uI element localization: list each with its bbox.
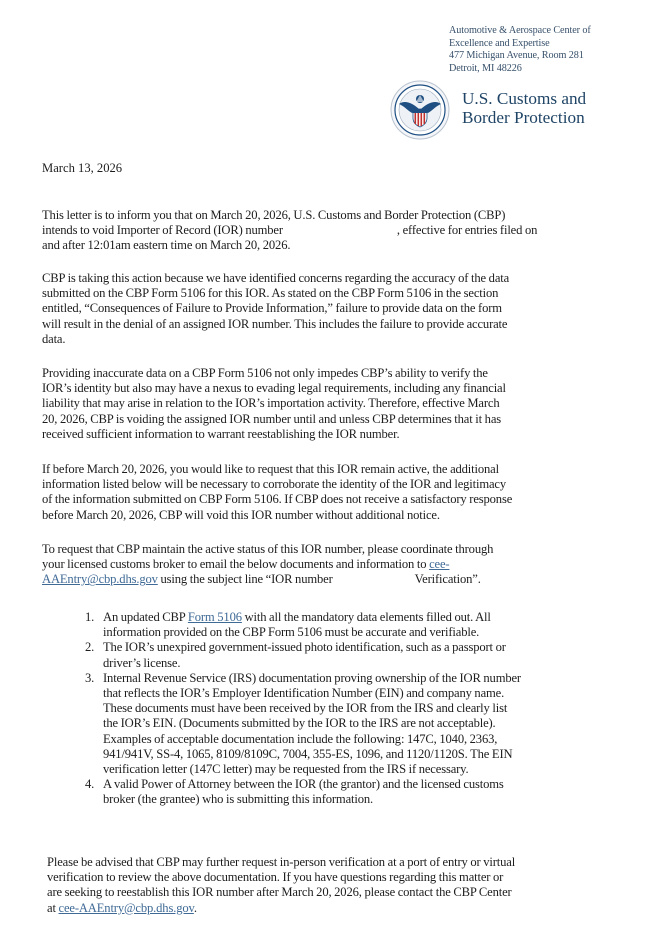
text-line: will result in the denial of an assigned IOR number. This includes the failure to provide accurate bbox=[42, 316, 508, 331]
text-line: liability that may arise in relation to the IOR’s importation activity. Therefore, effective March bbox=[42, 396, 500, 411]
text-line bbox=[42, 572, 607, 587]
paragraph-reason bbox=[42, 271, 607, 347]
text-line: Internal Revenue Service (IRS) documentation proving ownership of the IOR number bbox=[103, 670, 521, 685]
text-line: before March 20, 2026, CBP will void this IOR number without additional notice. bbox=[42, 507, 440, 522]
agency-name bbox=[462, 90, 586, 127]
list-number: 1. bbox=[85, 610, 95, 624]
address-line: Automotive & Aerospace Center of bbox=[449, 25, 591, 36]
text-line: To request that CBP maintain the active status of this IOR number, please coordinate through bbox=[42, 542, 494, 556]
text-line: received sufficient information to warrant reestablishing the IOR number. bbox=[42, 426, 400, 441]
list-number: 3. bbox=[85, 670, 95, 685]
text-line: driver’s license. bbox=[103, 655, 181, 670]
text-line: broker (the grantee) who is submitting this information. bbox=[103, 792, 374, 807]
text-line: Examples of acceptable documentation include the following: 147C, 1040, 2363, bbox=[103, 731, 498, 746]
text-segment: at bbox=[47, 900, 59, 915]
requirements-list bbox=[85, 610, 625, 808]
text-line: verification letter (147C letter) may be requested from the IRS if necessary. bbox=[103, 762, 469, 777]
text-line: are seeking to reestablish this IOR number after March 20, 2026, please contact the CBP Center bbox=[47, 885, 512, 900]
letter-date: March 13, 2026 bbox=[42, 161, 123, 175]
text-line: A valid Power of Attorney between the IOR (the grantor) and the licensed customs bbox=[103, 777, 504, 792]
agency-name-line: U.S. Customs and bbox=[462, 89, 587, 108]
office-address bbox=[449, 25, 591, 75]
list-number: 4. bbox=[85, 777, 95, 792]
text-line bbox=[47, 901, 612, 916]
email-link[interactable]: AAEntry@cbp.dhs.gov bbox=[42, 572, 158, 587]
text-line: data. bbox=[42, 331, 66, 346]
email-link[interactable]: cee- bbox=[429, 557, 450, 572]
text-line bbox=[42, 223, 607, 238]
paragraph-notice bbox=[42, 208, 607, 254]
text-line: 941/941V, SS-4, 1065, 8109/8109C, 7004, 355-ES, 1096, and 1120/1120S. The EIN bbox=[103, 746, 513, 761]
text-line: submitted on the CBP Form 5106 for this IOR. As stated on the CBP Form 5106 in the section bbox=[42, 286, 499, 301]
address-line: Excellence and Expertise bbox=[449, 37, 550, 49]
list-item bbox=[85, 610, 625, 640]
text-line: The IOR’s unexpired government-issued photo identification, such as a passport or bbox=[103, 640, 506, 655]
text-line: the IOR’s EIN. (Documents submitted by the IOR to the IRS are not acceptable). bbox=[103, 716, 496, 731]
list-item bbox=[85, 777, 625, 807]
text-line: CBP is taking this action because we have identified concerns regarding the accuracy of the data bbox=[42, 271, 510, 285]
paragraph-instructions bbox=[42, 542, 607, 588]
list-item bbox=[85, 640, 625, 670]
text-line: This letter is to inform you that on March 20, 2026, U.S. Customs and Border Protection (CBP) bbox=[42, 208, 506, 222]
text-line: that reflects the IOR’s Employer Identification Number (EIN) and company name. bbox=[103, 686, 505, 701]
agency-name-line: Border Protection bbox=[462, 107, 585, 127]
text-line: verification to review the above documentation. If you have questions regarding this matter or bbox=[47, 870, 504, 885]
text-line bbox=[42, 557, 607, 572]
paragraph-closing bbox=[47, 855, 612, 916]
text-line: information provided on the CBP Form 5106 must be accurate and verifiable. bbox=[103, 625, 480, 640]
list-item bbox=[85, 671, 625, 777]
text-segment: with all the mandatory data elements filled out. All bbox=[241, 610, 491, 624]
text-line bbox=[103, 610, 625, 625]
address-line: Detroit, MI 48226 bbox=[449, 62, 522, 74]
address-line: 477 Michigan Avenue, Room 281 bbox=[449, 50, 584, 62]
text-line: Providing inaccurate data on a CBP Form 5106 not only impedes CBP’s ability to verify the bbox=[42, 366, 488, 380]
paragraph-request-info bbox=[42, 462, 607, 523]
text-segment: your licensed customs broker to email the below documents and information to bbox=[42, 557, 430, 572]
text-line: information listed below will be necessary to corroborate the identity of the IOR and legitimacy bbox=[42, 477, 507, 492]
text-segment: Verification”. bbox=[414, 572, 481, 587]
text-line: of the information submitted on CBP Form 5106. If CBP does not receive a satisfactory response bbox=[42, 492, 513, 507]
text-line: These documents must have been received by the IOR from the IRS and clearly list bbox=[103, 701, 508, 716]
text-line: entitled, “Consequences of Failure to Provide Information,” failure to provide data on the form bbox=[42, 301, 502, 316]
cbp-seal-icon bbox=[390, 80, 450, 140]
text-segment: using the subject line “IOR number bbox=[157, 572, 333, 587]
text-line: 20, 2026, CBP is voiding the assigned IOR number until and unless CBP determines that it has bbox=[42, 411, 502, 426]
text-line: IOR’s identity but also may have a nexus to evading legal requirements, including any financial bbox=[42, 381, 506, 396]
paragraph-consequence bbox=[42, 366, 607, 442]
text-segment: intends to void Importer of Record (IOR) number bbox=[42, 223, 283, 238]
email-link[interactable]: cee-AAEntry@cbp.dhs.gov bbox=[58, 900, 194, 915]
list-number: 2. bbox=[85, 640, 95, 655]
text-segment: , effective for entries filed on bbox=[396, 223, 538, 238]
text-line: If before March 20, 2026, you would like to request that this IOR remain active, the additional bbox=[42, 462, 499, 476]
form-5106-link[interactable]: Form 5106 bbox=[187, 610, 242, 624]
text-segment: An updated CBP bbox=[103, 610, 188, 624]
text-line: and after 12:01am eastern time on March 20, 2026. bbox=[42, 238, 291, 253]
text-line: Please be advised that CBP may further request in-person verification at a port of entry or virtual bbox=[47, 855, 516, 869]
text-segment: . bbox=[193, 900, 197, 915]
